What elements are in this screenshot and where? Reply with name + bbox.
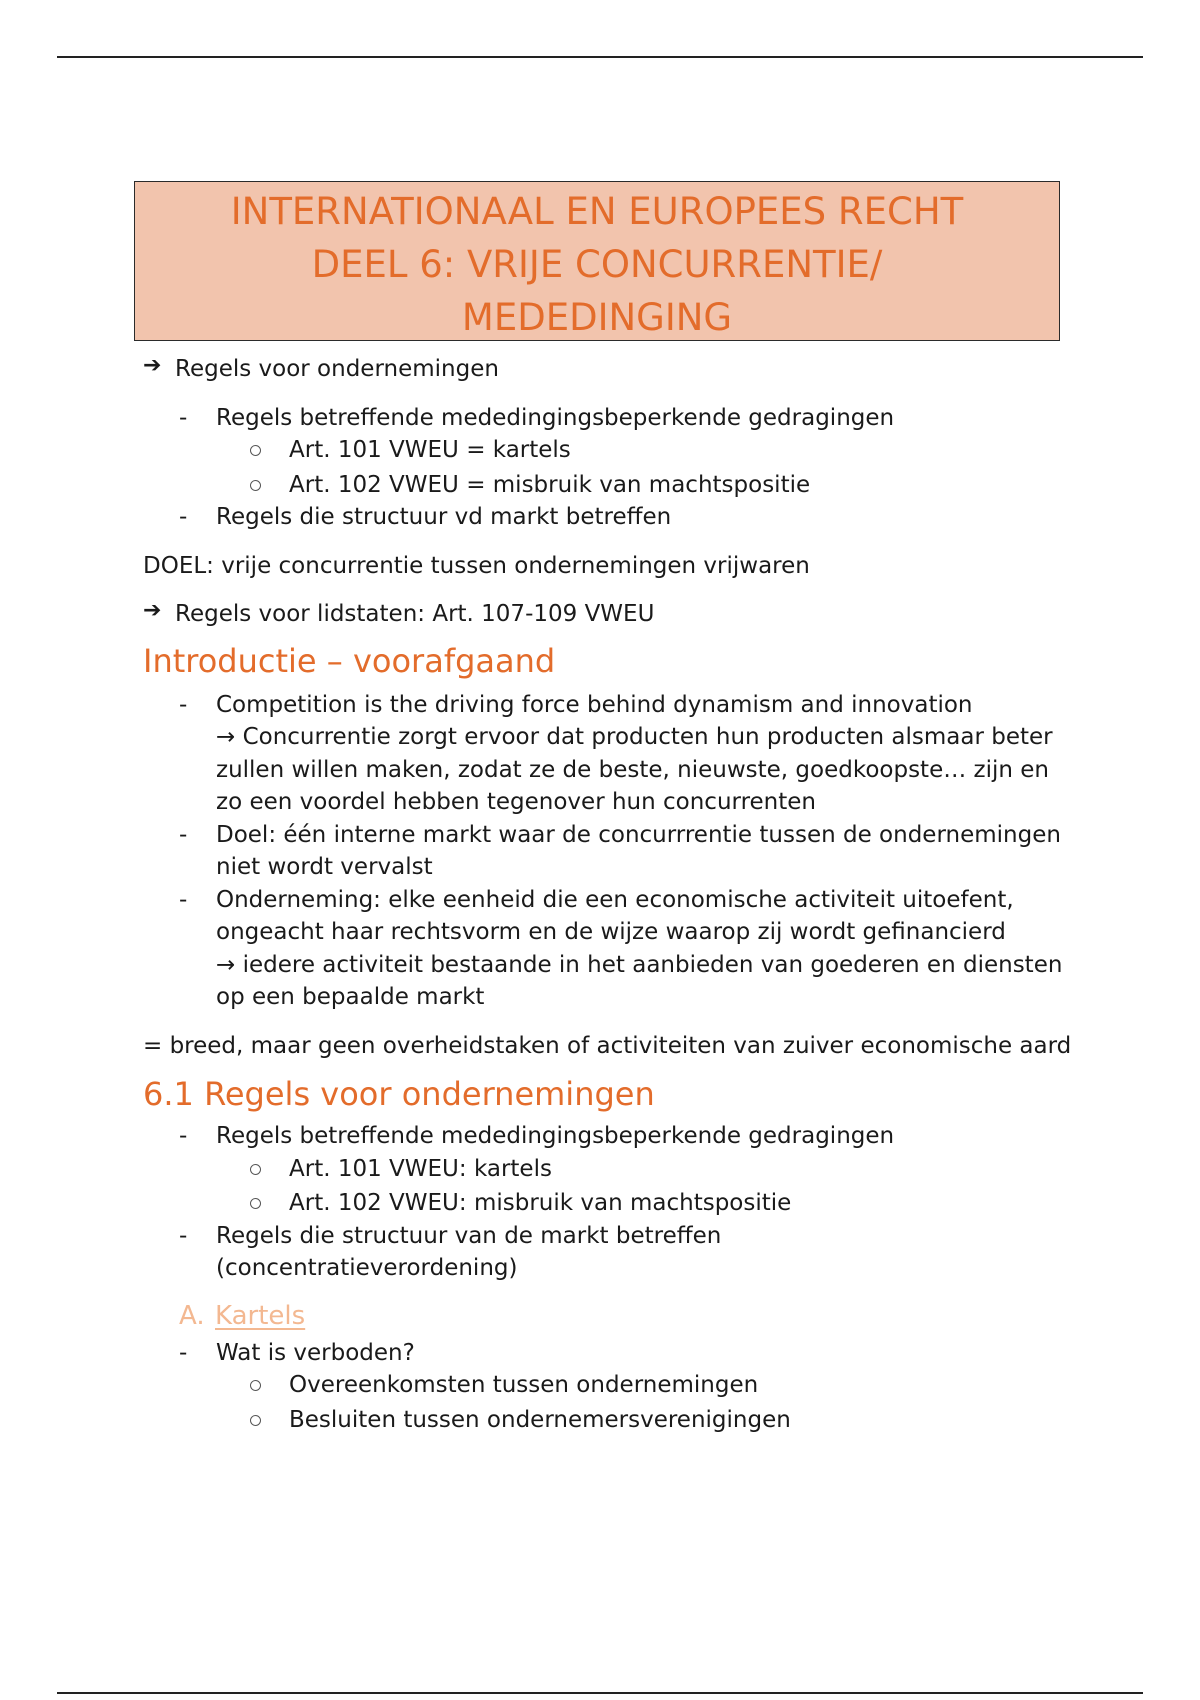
sub-list-item [216, 1153, 1067, 1186]
dash-bullet: - [179, 1222, 188, 1249]
list-item [143, 689, 1073, 819]
list-item-text: Regels betreffende mededingingsbeperkende gedragingen [216, 1123, 895, 1149]
list-item-text: Competition is the driving force behind dynamism and innovation [216, 691, 973, 718]
goal-paragraph: DOEL: vrije concurrentie tussen ondernemingen vrijwaren [143, 552, 810, 579]
heading-introductie: Introductie – voorafgaand [143, 641, 556, 680]
list-item [143, 884, 1073, 1014]
circle-bullet-icon [250, 1380, 261, 1391]
sub-list-item [216, 1404, 1067, 1437]
bottom-rule [57, 1692, 1143, 1694]
subheading-text: Kartels [215, 1300, 306, 1331]
list-item-text: Regels betreffende mededingingsbeperkende gedragingen [216, 404, 895, 431]
circle-bullet-icon [250, 480, 261, 491]
title-box [134, 181, 1060, 341]
list-block1 [143, 402, 1067, 534]
list-item-text: Onderneming: elke eenheid die een economische activiteit uitoefent, ongeacht haar rechtsvorm en de wijze waarop zij wordt gefinancierd [216, 886, 1014, 945]
title-line-2: DEEL 6: VRIJE CONCURRENTIE/ [311, 243, 883, 286]
sub-list-item [216, 1369, 1067, 1402]
circle-bullet-icon [250, 1164, 261, 1175]
dash-bullet: - [179, 691, 188, 718]
lead-regels-lidstaten [143, 598, 1067, 631]
sub-item-text: Overeenkomsten tussen ondernemingen [289, 1372, 759, 1398]
arrow-right-icon: ➔ [143, 353, 162, 378]
top-rule [57, 56, 1143, 58]
sub-list [216, 1153, 1067, 1220]
list-item [143, 1337, 1067, 1437]
list-kartels [143, 1337, 1067, 1437]
subheading-kartels [143, 1299, 1067, 1333]
list-item-text: → iedere activiteit bestaande in het aanbieden van goederen en diensten op een bepaalde markt [216, 951, 1063, 1010]
sub-list-item [216, 1187, 1067, 1220]
sub-item-text: Art. 102 VWEU: misbruik van machtspositie [289, 1190, 792, 1216]
list-intro [143, 689, 1073, 1014]
sub-item-text: Art. 101 VWEU = kartels [289, 437, 571, 463]
list-item [143, 402, 1067, 502]
dash-bullet: - [179, 1339, 188, 1366]
document-body [143, 181, 1072, 1436]
note-paragraph: = breed, maar geen overheidstaken of activiteiten van zuiver economische aard [143, 1032, 1072, 1059]
list-item [143, 1120, 1067, 1220]
circle-bullet-icon [250, 1415, 261, 1426]
lead-text: Regels voor lidstaten: Art. 107-109 VWEU [175, 601, 655, 627]
list-item [143, 819, 1073, 884]
dash-bullet: - [179, 404, 188, 431]
sub-list [216, 434, 1067, 501]
list-item-text: Regels die structuur vd markt betreffen [216, 504, 672, 530]
sub-list-item [216, 434, 1067, 467]
sub-item-text: Art. 102 VWEU = misbruik van machtspositie [289, 471, 811, 498]
list-item-text: → Concurrentie zorgt ervoor dat producten hun producten alsmaar beter zullen willen maken, zodat ze de beste, nieuwste, goedkoopste… zijn en zo een voordel hebben tegenover hun concurrenten [216, 724, 1053, 815]
list-item [143, 501, 1067, 534]
arrow-right-icon: ➔ [143, 598, 162, 623]
list-6-1 [143, 1120, 1067, 1285]
title-line-3: MEDEDINGING [461, 296, 733, 339]
dash-bullet: - [179, 504, 188, 530]
lead-regels-ondernemingen [143, 353, 1067, 386]
dash-bullet: - [179, 821, 188, 848]
list-item-text: Doel: één interne markt waar de concurrrentie tussen de ondernemingen niet wordt vervalst [216, 821, 1061, 880]
sub-list-item [216, 469, 1067, 502]
circle-bullet-icon [250, 445, 261, 456]
list-item [143, 1220, 1067, 1285]
list-item-text: Wat is verboden? [216, 1339, 415, 1366]
circle-bullet-icon [250, 1198, 261, 1209]
title-line-1: INTERNATIONAAL EN EUROPEES RECHT [230, 190, 964, 233]
subheading-letter: A. [179, 1300, 205, 1331]
sub-list [216, 1369, 1067, 1436]
list-item-text: Regels die structuur van de markt betreffen (concentratieverordening) [216, 1222, 722, 1281]
heading-6-1: 6.1 Regels voor ondernemingen [143, 1075, 655, 1113]
dash-bullet: - [179, 886, 188, 913]
sub-item-text: Besluiten tussen ondernemersverenigingen [289, 1406, 791, 1433]
dash-bullet: - [179, 1123, 188, 1149]
lead-text: Regels voor ondernemingen [175, 356, 499, 382]
sub-item-text: Art. 101 VWEU: kartels [289, 1155, 552, 1182]
